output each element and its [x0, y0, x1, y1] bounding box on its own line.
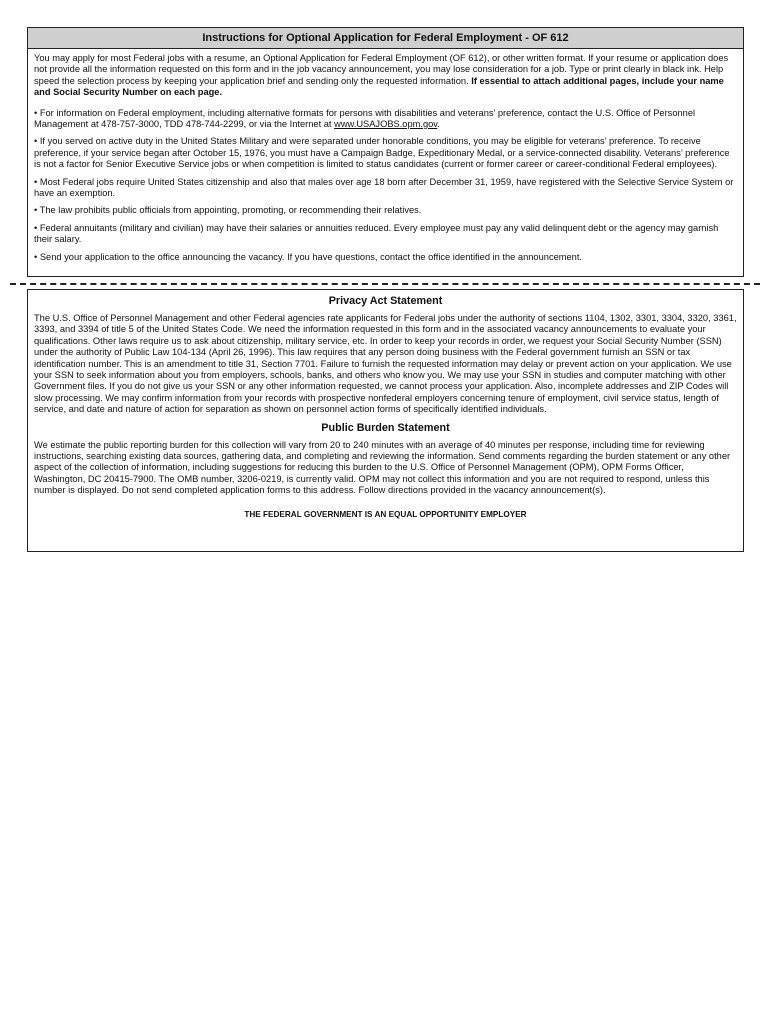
privacy-act-title: Privacy Act Statement	[328, 295, 443, 307]
instructions-body	[28, 49, 743, 263]
instructions-section	[27, 27, 744, 277]
opm-info-end: .	[437, 119, 440, 130]
public-burden-text: We estimate the public reporting burden for this collection will vary from 20 to 240 minutes with an average of 40 minutes per response, including time for reviewing instructions, searching existing data sources, gathering data, and completing and reviewing the information. Send comments regarding the burden statement or any other aspect of the collection of information, including suggestions for reducing this burden to the U.S. Office of Personnel Management (OPM), OPM Forms Officer, Washington, DC 20415-7900. The OMB number, 3206-0219, is currently valid. OPM may not collect this information and you are not required to respond, unless this number is displayed. Do not send completed application forms to this address. Follow directions provided in the vacancy announcement(s).	[34, 439, 731, 496]
opm-info-text: • For information on Federal employment, including alternative formats for persons with disabilities and veterans’ preference, contact the U.S. Office of Personnel Management at 478-757-3000, TDD 478-744-2299, or via the Internet at	[34, 107, 696, 130]
send-application-bullet: • Send your application to the office announcing the vacancy. If you have questions, contact the office identified in the announcement.	[34, 251, 583, 262]
intro-paragraph	[34, 53, 737, 99]
instructions-title: Instructions for Optional Application for Federal Employment - OF 612	[28, 28, 743, 49]
opm-info-bullet	[34, 108, 737, 131]
nepotism-bullet: • The law prohibits public officials from appointing, promoting, or recommending their relatives.	[34, 205, 422, 216]
equal-opportunity-statement: THE FEDERAL GOVERNMENT IS AN EQUAL OPPORTUNITY EMPLOYER	[244, 509, 527, 519]
statements-section	[27, 289, 744, 552]
public-burden-title: Public Burden Statement	[321, 421, 450, 434]
cut-line-divider	[10, 283, 760, 285]
intro-text: You may apply for most Federal jobs with a resume, an Optional Application for Federal Employment (OF 612), or other written format. If your resume or application does not provide all the information requested on this form and in the job vacancy announcement, you may lose consideration for a job. Type or print clearly in black ink. Help speed the selection process by keeping your application brief and sending only the requested information.	[34, 53, 729, 86]
veterans-preference-bullet: • If you served on active duty in the United States Military and were separated under honorable conditions, you may be eligible for veterans’ preference. To receive preference, if your service began after October 15, 1976, you must have a Campaign Badge, Expeditionary Medal, or a service-connected disability. Veterans’ preference is not a factor for Senior Executive Service jobs or when competition is limited to status candidates (current or former career or career-conditional Federal employees).	[34, 136, 730, 170]
privacy-act-text: The U.S. Office of Personnel Management and other Federal agencies rate applicants for Federal jobs under the authority of sections 1104, 1302, 3301, 3304, 3320, 3361, 3393, and 3394 of title 5 of the United States Code. We need the information requested in this form and in the associated vacancy announcements to evaluate your qualifications. Other laws require us to ask about citizenship, military service, etc. In order to keep your records in order, we request your Social Security Number (SSN) under the authority of Public Law 104-134 (April 26, 1996). This law requires that any person doing business with the Federal government furnish an SSN or tax identification number. This is an amendment to title 31, Section 7701. Failure to furnish the requested information may delay or prevent action on your application. We use your SSN to seek information about you from employers, schools, banks, and others who know you. We may use your SSN in studies and computer matching with other Government files. If you do not give us your SSN or any other information requested, we cannot process your application. Also, incomplete addresses and ZIP Codes will slow processing. We may confirm information from your records with prospective nonfederal employers concerning tenure of employment, civil service status, length of service, and date and nature of action for separation as shown on personnel action forms of specifically identified individuals.	[34, 313, 737, 415]
annuitants-bullet: • Federal annuitants (military and civilian) may have their salaries or annuities reduced. Every employee must pay any valid delinquent debt or the agency may garnish their salary.	[34, 222, 719, 245]
intro-bold-text: If essential to attach additional pages, include your name and Social Security Number on each page.	[34, 75, 724, 98]
usajobs-link[interactable]: www.USAJOBS.opm.gov	[334, 119, 438, 130]
citizenship-bullet: • Most Federal jobs require United States citizenship and also that males over age 18 born after December 31, 1959, have registered with the Selective Service System or have an exemption.	[34, 176, 734, 199]
